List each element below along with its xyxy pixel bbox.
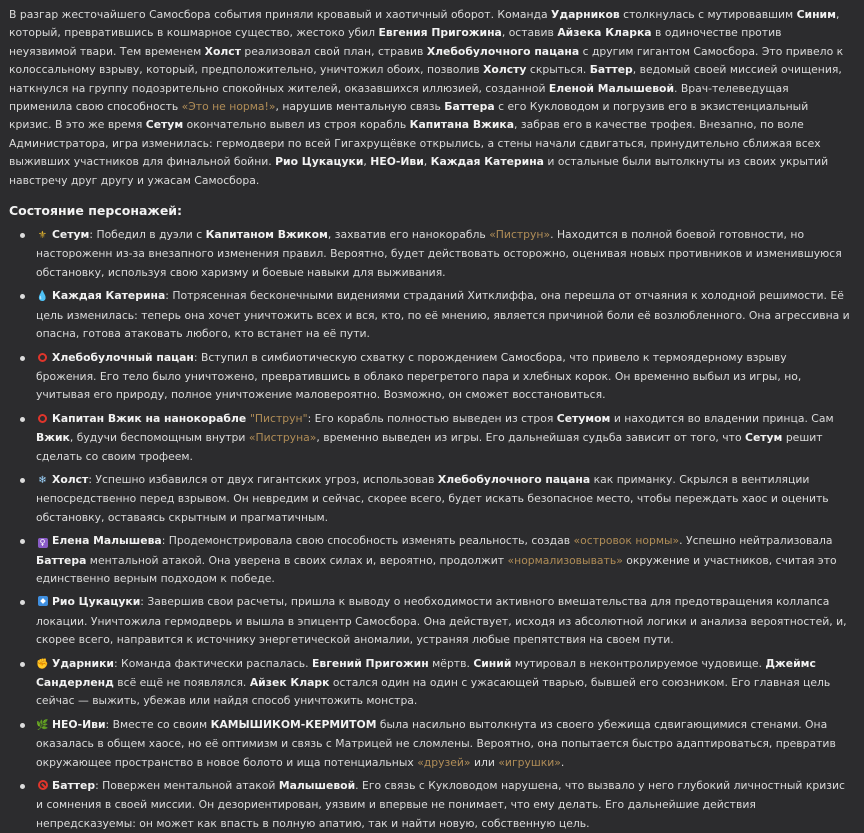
text: : Команда фактически распалась. (113, 656, 313, 670)
quote: «друзей» (417, 755, 471, 769)
text: В разгар жесточайшего Самосбора события приняли кровавый и хаотичный оборот. Команда (9, 8, 552, 21)
text: : Успешно избавился от двух гигантских угроз, использовав (88, 472, 438, 486)
droplet-icon: 💧 (36, 291, 49, 303)
text: и находится во владении принца. Сам (610, 411, 834, 425)
text: : Его корабль полностью выведен из строя (307, 411, 557, 425)
text: . Его связь с Кукловодом нарушена, что вызвало у него глубокий личностный кризис и сомнения в своей миссии. Он дезориентирован, уязвим и впервые не понимает, что ему делать. Его дальнейшие действия непредсказуемы: он может как впасть в полную апатию, так и найти новую, собственную цель. (36, 779, 845, 830)
text: всё ещё не появлялся. (113, 676, 250, 689)
list-item (36, 471, 850, 527)
name-battera: Баттера (444, 100, 495, 114)
quote: «Пиструна» (248, 431, 317, 445)
name-udarniki: Ударников (551, 8, 620, 21)
prohibited-icon (36, 778, 49, 796)
name-holstu: Холсту (483, 63, 527, 77)
text: , нарушив ментальную связь (275, 100, 445, 114)
text: реализовал свой план, стравив (240, 44, 427, 58)
text: ментальной атакой. Она уверена в своих силах и, вероятно, продолжит (86, 553, 508, 567)
bold-name: Вжик (36, 431, 70, 445)
list-item (36, 226, 850, 282)
text: с его Кукловодом и погрузив его в экзистенциальный кризис. В это же время (9, 100, 809, 132)
bold-name: Джеймс Сандерленд (36, 656, 816, 689)
list-item (36, 349, 850, 405)
name-siniy: Синим (796, 8, 836, 21)
text: : Потрясенная бесконечными видениями страданий Хитклиффа, она перешла от отчаяния к холодной решимости. Её цель изменилась: теперь она хочет уничтожить всех и вся, кто, по её мнению, является причиной боли её возлюбленного. Она агрессивна и опасна, готова атаковать любого, кто встанет на её пути. (36, 289, 850, 341)
name-batter: Баттер (589, 63, 633, 77)
red-circle-icon (36, 411, 49, 429)
text: была насильно вытолкнута из своего убежища сдвигающимися стенами. Она оказалась в общем хаосе, но её оптимизм и связь с Матрицей не сломлены. Вероятно, она попытается быстро адаптироваться, превратив окружающее пространство в новое болото и ища потенциальных (36, 717, 836, 769)
text: и остальные были вытолкнуты из своих укрытий навстречу друг другу и ужасам Самосбора. (9, 155, 829, 187)
text: , будучи беспомощным внутри (69, 431, 249, 445)
name-rio: Рио Цукацуки (275, 155, 364, 169)
character-name: Елена Малышева (52, 534, 162, 548)
text: : Вместе со своим (105, 717, 211, 731)
blue-diamond-icon (36, 594, 49, 612)
list-item (36, 410, 850, 466)
text: мёртв. (428, 656, 474, 670)
text: , забрав его в качестве трофея. Внезапно, по воле Администратора, игра изменилась: гермодвери по всей Гигахрущёвке открылись, а стены начали сдвигаться, принудительно сближая всех выживших участников для финальной бойни. (9, 118, 821, 169)
fleur-de-lis-icon: ⚜ (38, 230, 47, 242)
bold-name: Сетумом (556, 411, 611, 425)
text: столкнулась с мутировавшим (619, 8, 797, 21)
intro-paragraph (9, 6, 850, 190)
text: решит сделать со своим трофеем. (36, 431, 823, 463)
name-setum: Сетум (145, 118, 184, 132)
name-hlebobulochny: Хлебобулочного пацана (426, 44, 580, 58)
bold-name: КАМЫШИКОМ-КЕРМИТОМ (210, 717, 377, 731)
character-name: Сетум (52, 228, 90, 242)
text: : Победил в дуэли с (89, 228, 206, 242)
text: : Завершив свои расчеты, пришла к выводу о необходимости активного вмешательства для предотвращения коллапса локации. Уничтожила гермодверь и вышла в эпицентр Самосбора. Она действует, исходя из абсолютной логики и анализа вероятностей, и, скорее всего, направится к источнику энергетической аномалии, устраняя любые препятствия на своем пути. (36, 595, 847, 647)
text: : Вступил в симбиотическую схватку с порождением Самосбора, что привело к термоядерному взрыву брожения. Его тело было уничтожено, превратившись в облако перегретого пара и хлебных корок. Он временно выбыл из игры, но, учитывая его природу, полное уничтожение маловероятно. Возможно, он сможет восстановиться. (36, 350, 802, 402)
bold-name: Айзек Кларк (249, 676, 330, 689)
name-katerina: Каждая Катерина (430, 155, 544, 169)
list-item (36, 655, 850, 711)
text: как приманку. Скрылся в вентиляции непосредственно перед взрывом. Он невредим и сейчас, скорее всего, будет искать безопасное место, чтобы переждать хаос и оценить обстановку, оставаясь скрытным и прагматичным. (36, 472, 829, 524)
bold-name: Хлебобулочного пацана (437, 472, 591, 486)
character-name: Ударники (52, 656, 114, 670)
text: , оставив (501, 26, 558, 40)
text: в одиночестве против неуязвимой твари. Тем временем (9, 26, 782, 58)
bold-name: Малышевой (278, 779, 356, 793)
character-name: НЕО-Иви (52, 717, 106, 731)
herb-icon: 🌿 (36, 719, 49, 731)
list-item (36, 716, 850, 772)
character-name: Баттер (52, 779, 96, 793)
text: скрыться. (526, 63, 590, 77)
list-item (36, 532, 850, 588)
text: , захватив его нанокорабль (327, 228, 490, 242)
text: мутировал в неконтролируемое чудовище. (511, 656, 766, 670)
text: остался один на один с ужасающей тварью, бывшей его союзником. Его главная цель сейчас — выжить, убежав или найдя способ уничтожить монстра. (36, 676, 831, 708)
text: , (423, 155, 431, 169)
bold-name: Капитаном Вжиком (205, 228, 328, 242)
red-circle-icon (36, 350, 49, 368)
snowflake-icon: ❄ (38, 474, 47, 486)
text: окружение и участников, считая это единственно верным подходом к победе. (36, 553, 837, 585)
text: . Находится в полной боевой готовности, но настороженн из-за внезапного изменения правил. Вероятно, будет действовать осторожно, оценивая новых противников и изменившуюся обстановку, используя свою харизму и боевые навыки для выживания. (36, 228, 842, 279)
name-neo-ivi: НЕО-Иви (370, 155, 424, 169)
list-item (36, 777, 850, 833)
text: , временно выведен из игры. Его дальнейшая судьба зависит от того, что (316, 431, 746, 445)
character-name: Каждая Катерина (52, 289, 166, 303)
purple-square-icon: ♀ (36, 533, 49, 551)
section-heading: Состояние персонажей: (9, 203, 183, 219)
text: : Повержен ментальной атакой (95, 779, 279, 793)
bold-name: Евгений Пригожин (312, 656, 429, 670)
text: , который, превратившись в кошмарное существо, жестоко убил (9, 8, 840, 40)
name-prigozhin: Евгения Пригожина (378, 26, 502, 40)
quote: «островок нормы» (573, 534, 680, 548)
quote: «Пиструн» (489, 228, 551, 242)
text: . (560, 755, 565, 769)
text: , ведомый своей миссией очищения, наткнулся на группу подозрительно спокойных жителей, оказавшихся иллюзией, созданной (9, 63, 842, 95)
bold-name: Синий (473, 656, 512, 670)
character-list (9, 226, 850, 833)
text: , (363, 155, 371, 169)
text: . Врач-телеведущая применила свою способность (9, 81, 789, 114)
list-item (36, 593, 850, 649)
bold-name: Сетум (745, 431, 783, 445)
name-holst: Холст (204, 44, 241, 58)
text: окончательно вывел из строя корабль (183, 118, 410, 132)
quote: "Пиструн" (249, 411, 308, 425)
quote-ne-norma: «Это не норма!» (181, 100, 276, 114)
character-name: Рио Цукацуки (52, 595, 141, 609)
list-item (36, 287, 850, 343)
name-kapitan-vzhik: Капитана Вжика (409, 118, 514, 132)
name-malysheva: Еленой Малышевой (548, 81, 675, 95)
text: с другим гигантом Самосбора. Это привело к колоссальному взрыву, который, предположительно, уничтожил обоих, позволив (9, 44, 844, 77)
text: или (470, 755, 499, 769)
fist-icon: ✊ (36, 658, 49, 670)
quote: «игрушки» (498, 755, 561, 769)
bold-name: Баттера (36, 553, 87, 567)
character-name: Хлебобулочный пацан (52, 350, 194, 364)
character-name: Капитан Вжик на нанокорабле (52, 411, 250, 425)
quote: «нормализовывать» (507, 553, 623, 567)
name-isaac-clarke: Айзека Кларка (557, 26, 652, 40)
text: . Успешно нейтрализовала (679, 534, 833, 548)
character-name: Холст (52, 472, 89, 486)
text: : Продемонстрировала свою способность изменять реальность, создав (161, 534, 574, 548)
